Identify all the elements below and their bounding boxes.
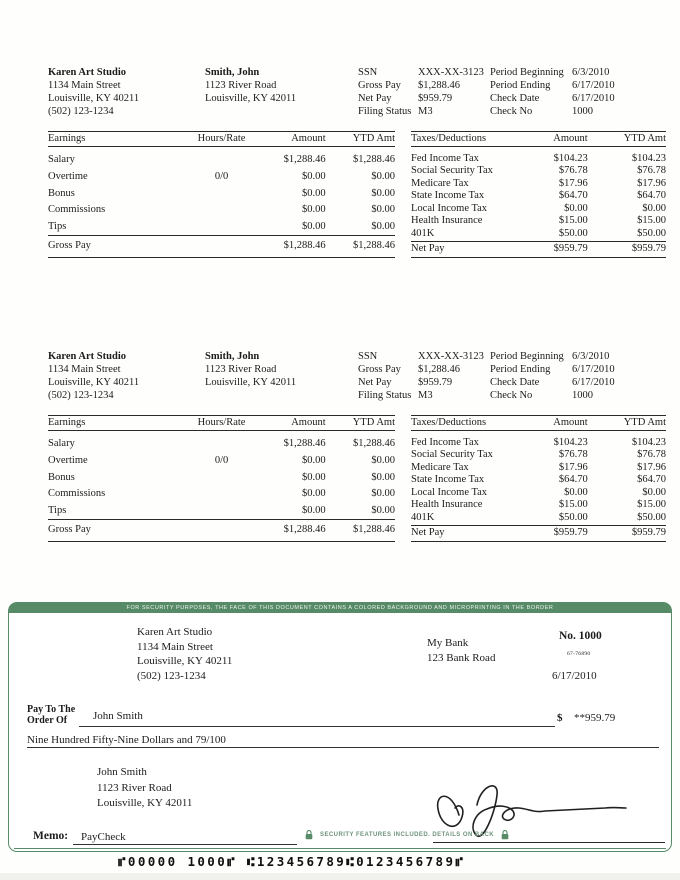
company-name: Karen Art Studio	[48, 67, 126, 78]
deduction-label: Medicare Tax	[411, 461, 469, 473]
net-pay-row	[411, 525, 666, 542]
net-pay-ytd: $959.79	[600, 241, 666, 258]
deduction-label: Fed Income Tax	[411, 436, 479, 448]
column-header: YTD Amt	[326, 416, 395, 431]
deduction-amount: $64.70	[558, 190, 588, 202]
net-pay-label: Net Pay	[411, 241, 531, 258]
check-fraction-code: 67-76890	[567, 651, 591, 657]
earning-ytd: $0.00	[371, 220, 395, 232]
net-pay-amount: $959.79	[531, 525, 600, 542]
deduction-ytd: $17.96	[637, 461, 666, 473]
table-header-row	[411, 132, 666, 147]
deduction-label: 401K	[411, 228, 435, 240]
earning-ytd: $0.00	[371, 471, 395, 483]
gross-pay-row	[48, 236, 395, 258]
table-row	[411, 437, 666, 450]
deduction-ytd: $0.00	[642, 486, 666, 498]
employee-address-line: 1123 River Road	[205, 80, 277, 91]
deduction-label: Local Income Tax	[411, 202, 488, 214]
company-phone: (502) 123-1234	[137, 669, 206, 682]
check	[8, 602, 672, 852]
check-date: 6/17/2010	[552, 670, 597, 682]
deduction-label: Medicare Tax	[411, 177, 469, 189]
deduction-label: State Income Tax	[411, 474, 485, 486]
period-value: 6/17/2010	[572, 80, 615, 91]
employee-block	[205, 350, 358, 402]
earning-label: Tips	[48, 220, 67, 232]
summary-label: SSN	[358, 351, 378, 362]
deduction-ytd: $50.00	[637, 512, 666, 524]
company-address-line: Louisville, KY 40211	[48, 93, 140, 104]
table-row	[411, 178, 666, 191]
earning-amount: $0.00	[301, 220, 326, 232]
deduction-label: Social Security Tax	[411, 449, 493, 461]
table-row	[48, 169, 395, 186]
summary-label: Filing Status	[358, 390, 412, 401]
earning-label: Commissions	[48, 488, 106, 500]
bank-block	[427, 636, 495, 665]
payee-line	[79, 707, 555, 727]
table-row	[411, 462, 666, 475]
period-label: Period Beginning	[490, 67, 564, 78]
gross-pay-label: Gross Pay	[48, 236, 187, 258]
earning-hours	[187, 503, 256, 520]
column-header: Amount	[531, 416, 600, 431]
table-row	[411, 512, 666, 525]
pay-summary-block	[358, 66, 490, 118]
earning-label: Tips	[48, 504, 67, 516]
gross-pay-hours	[187, 236, 256, 258]
column-header: Earnings	[48, 416, 187, 431]
column-header: Amount	[531, 132, 600, 147]
earning-ytd: $1,288.46	[353, 154, 395, 166]
deduction-ytd: $15.00	[637, 499, 666, 511]
earning-hours: 0/0	[214, 171, 229, 183]
security-banner	[9, 603, 671, 613]
column-header: Hours/Rate	[187, 132, 256, 147]
table-row	[48, 186, 395, 203]
gross-pay-hours	[187, 520, 256, 542]
column-header: Amount	[256, 132, 325, 147]
column-header: Amount	[256, 416, 325, 431]
table-row	[411, 487, 666, 500]
table-row	[411, 449, 666, 462]
earning-label: Bonus	[48, 187, 75, 199]
deduction-label: Local Income Tax	[411, 486, 488, 498]
earning-hours	[187, 486, 256, 503]
earning-label: Salary	[48, 154, 75, 166]
summary-label: Gross Pay	[358, 364, 401, 375]
company-block	[48, 66, 205, 118]
security-banner-text: FOR SECURITY PURPOSES, THE FACE OF THIS DOCUMENT CONTAINS A COLORED BACKGROUND AND MICROPRINTING IN THE BORDER	[126, 605, 554, 611]
company-name: Karen Art Studio	[137, 626, 213, 638]
period-label: Period Beginning	[490, 351, 564, 362]
company-address-line: 1134 Main Street	[48, 80, 121, 91]
deduction-amount: $0.00	[564, 202, 588, 214]
deduction-amount: $50.00	[558, 512, 588, 524]
deduction-ytd: $76.78	[637, 165, 666, 177]
earning-hours	[187, 219, 256, 236]
gross-pay-ytd: $1,288.46	[326, 520, 395, 542]
table-row	[411, 215, 666, 228]
period-label: Period Ending	[490, 80, 551, 91]
earning-amount: $1,288.46	[283, 438, 326, 450]
deduction-label: 401K	[411, 512, 435, 524]
deduction-amount: $104.23	[553, 436, 588, 448]
pay-period-block	[490, 350, 666, 402]
earning-ytd: $0.00	[371, 204, 395, 216]
deduction-ytd: $0.00	[642, 202, 666, 214]
employee-address-line: Louisville, KY 42011	[205, 93, 297, 104]
period-label: Check No	[490, 390, 533, 401]
deduction-ytd: $64.70	[637, 474, 666, 486]
gross-pay-amount: $1,288.46	[256, 236, 325, 258]
summary-label: Net Pay	[358, 93, 392, 104]
amount-words: Nine Hundred Fifty-Nine Dollars and 79/100	[27, 734, 226, 746]
lock-icon	[305, 830, 313, 840]
deduction-amount: $76.78	[558, 449, 588, 461]
earning-amount: $0.00	[301, 504, 326, 516]
company-phone: (502) 123-1234	[48, 390, 114, 401]
table-row	[411, 474, 666, 487]
earning-hours	[187, 186, 256, 203]
deduction-label: Health Insurance	[411, 215, 483, 227]
payee-address-line: Louisville, KY 42011	[97, 797, 193, 809]
table-row	[411, 499, 666, 512]
period-value: 6/17/2010	[572, 364, 615, 375]
gross-pay-label: Gross Pay	[48, 520, 187, 542]
earning-hours	[187, 202, 256, 219]
earning-ytd: $0.00	[371, 455, 395, 467]
pay-to-line2: Order Of	[27, 715, 68, 726]
bank-name: My Bank	[427, 637, 469, 649]
summary-value: $1,288.46	[418, 364, 460, 375]
gross-pay-row	[48, 520, 395, 542]
earning-label: Overtime	[48, 455, 88, 467]
earning-ytd: $0.00	[371, 187, 395, 199]
stub-info-header	[48, 66, 666, 118]
memo-line	[73, 844, 297, 845]
company-block	[48, 350, 205, 402]
earning-amount: $1,288.46	[283, 154, 326, 166]
table-row	[48, 486, 395, 503]
column-header: Taxes/Deductions	[411, 416, 531, 431]
check-bottom-border	[14, 848, 666, 849]
earning-amount: $0.00	[301, 204, 326, 216]
security-note-row	[305, 830, 509, 840]
payee-name: John Smith	[97, 766, 147, 778]
earning-ytd: $0.00	[371, 504, 395, 516]
period-label: Period Ending	[490, 364, 551, 375]
period-label: Check Date	[490, 377, 540, 388]
earning-amount: $0.00	[301, 187, 326, 199]
summary-label: SSN	[358, 67, 378, 78]
earning-label: Salary	[48, 438, 75, 450]
pay-to-line1: Pay To The	[27, 704, 76, 715]
table-row	[48, 437, 395, 454]
earning-label: Overtime	[48, 171, 88, 183]
payee-address-block	[97, 765, 192, 812]
deduction-amount: $50.00	[558, 228, 588, 240]
deduction-ytd: $104.23	[631, 152, 666, 164]
deduction-ytd: $50.00	[637, 228, 666, 240]
company-address-line: Louisville, KY 40211	[137, 655, 233, 667]
company-address-line: Louisville, KY 40211	[48, 377, 140, 388]
memo-label: Memo:	[33, 830, 69, 842]
company-address-line: 1134 Main Street	[137, 640, 213, 653]
amount-words-line	[27, 732, 659, 748]
check-amount: **959.79	[574, 712, 616, 724]
micr-line: ⑈00000 1000⑈ ⑆123456789⑆0123456789⑈	[118, 854, 466, 869]
earning-amount: $0.00	[301, 471, 326, 483]
column-header: Hours/Rate	[187, 416, 256, 431]
company-name: Karen Art Studio	[48, 351, 126, 362]
deduction-amount: $15.00	[558, 215, 588, 227]
column-header: YTD Amt	[600, 416, 666, 431]
payee-name: John Smith	[93, 710, 143, 722]
deduction-amount: $0.00	[564, 486, 588, 498]
summary-value: XXX-XX-3123	[418, 351, 484, 362]
earning-amount: $0.00	[301, 171, 326, 183]
period-value: 6/17/2010	[572, 377, 615, 388]
check-number: No. 1000	[559, 630, 602, 642]
net-pay-label: Net Pay	[411, 525, 531, 542]
earning-amount: $0.00	[301, 488, 326, 500]
summary-value: $959.79	[418, 377, 453, 388]
earning-hours	[187, 153, 256, 170]
deduction-label: Fed Income Tax	[411, 152, 479, 164]
deduction-amount: $15.00	[558, 499, 588, 511]
employee-name: Smith, John	[205, 67, 260, 78]
table-row	[48, 503, 395, 520]
deduction-label: Social Security Tax	[411, 165, 493, 177]
summary-label: Gross Pay	[358, 80, 401, 91]
earning-ytd: $1,288.46	[353, 438, 395, 450]
deduction-amount: $64.70	[558, 474, 588, 486]
net-pay-ytd: $959.79	[600, 525, 666, 542]
deduction-ytd: $15.00	[637, 215, 666, 227]
employee-name: Smith, John	[205, 351, 260, 362]
period-label: Check Date	[490, 93, 540, 104]
table-row	[48, 453, 395, 470]
period-label: Check No	[490, 106, 533, 117]
pay-stub	[48, 66, 666, 258]
summary-value: XXX-XX-3123	[418, 67, 484, 78]
pay-to-label	[27, 704, 75, 726]
summary-value: $959.79	[418, 93, 453, 104]
column-header: YTD Amt	[326, 132, 395, 147]
gross-pay-amount: $1,288.46	[256, 520, 325, 542]
company-phone: (502) 123-1234	[48, 106, 114, 117]
payee-address-line: 1123 River Road	[97, 781, 172, 794]
company-address-line: 1134 Main Street	[48, 364, 121, 375]
table-row	[411, 203, 666, 216]
summary-value: M3	[418, 106, 433, 117]
earnings-table	[48, 131, 395, 258]
employee-address-line: 1123 River Road	[205, 364, 277, 375]
table-row	[48, 202, 395, 219]
table-row	[48, 470, 395, 487]
pay-stub-middle	[48, 350, 666, 542]
earning-hours	[187, 437, 256, 454]
summary-value: M3	[418, 390, 433, 401]
column-header: YTD Amt	[600, 132, 666, 147]
deduction-ytd: $104.23	[631, 436, 666, 448]
table-row	[411, 153, 666, 166]
earning-label: Commissions	[48, 204, 106, 216]
summary-label: Net Pay	[358, 377, 392, 388]
table-header-row	[411, 416, 666, 431]
check-company-block	[137, 625, 232, 683]
table-row	[411, 190, 666, 203]
period-value: 1000	[572, 390, 593, 401]
table-row	[48, 219, 395, 236]
deduction-amount: $104.23	[553, 152, 588, 164]
earning-hours: 0/0	[214, 455, 229, 467]
summary-value: $1,288.46	[418, 80, 460, 91]
deduction-ytd: $17.96	[637, 177, 666, 189]
pay-stub	[48, 350, 666, 542]
period-value: 6/3/2010	[572, 351, 610, 362]
deductions-table	[411, 131, 666, 258]
memo-value: PayCheck	[81, 831, 126, 843]
table-row	[48, 153, 395, 170]
table-row	[411, 165, 666, 178]
pay-period-block	[490, 66, 666, 118]
stub-info-header	[48, 350, 666, 402]
deduction-label: State Income Tax	[411, 190, 485, 202]
employee-block	[205, 66, 358, 118]
pay-summary-block	[358, 350, 490, 402]
deduction-amount: $17.96	[558, 461, 588, 473]
employee-address-line: Louisville, KY 42011	[205, 377, 297, 388]
lock-icon	[501, 830, 509, 840]
summary-label: Filing Status	[358, 106, 412, 117]
earning-ytd: $0.00	[371, 488, 395, 500]
net-pay-amount: $959.79	[531, 241, 600, 258]
period-value: 6/17/2010	[572, 93, 615, 104]
scan-edge	[0, 873, 680, 880]
deductions-table	[411, 415, 666, 542]
table-row	[411, 228, 666, 241]
earning-hours	[187, 470, 256, 487]
pay-stub-top	[48, 66, 666, 258]
deduction-ytd: $64.70	[637, 190, 666, 202]
deduction-label: Health Insurance	[411, 499, 483, 511]
column-header: Earnings	[48, 132, 187, 147]
period-value: 6/3/2010	[572, 67, 610, 78]
earning-amount: $0.00	[301, 455, 326, 467]
security-note: SECURITY FEATURES INCLUDED. DETAILS ON BACK	[320, 832, 495, 838]
currency-symbol: $	[557, 712, 563, 724]
table-header-row	[48, 132, 395, 147]
net-pay-row	[411, 241, 666, 258]
earnings-table	[48, 415, 395, 542]
column-header: Taxes/Deductions	[411, 132, 531, 147]
earning-ytd: $0.00	[371, 171, 395, 183]
deduction-ytd: $76.78	[637, 449, 666, 461]
deduction-amount: $17.96	[558, 177, 588, 189]
table-header-row	[48, 416, 395, 431]
gross-pay-ytd: $1,288.46	[326, 236, 395, 258]
bank-address: 123 Bank Road	[427, 651, 496, 664]
deduction-amount: $76.78	[558, 165, 588, 177]
period-value: 1000	[572, 106, 593, 117]
earning-label: Bonus	[48, 471, 75, 483]
